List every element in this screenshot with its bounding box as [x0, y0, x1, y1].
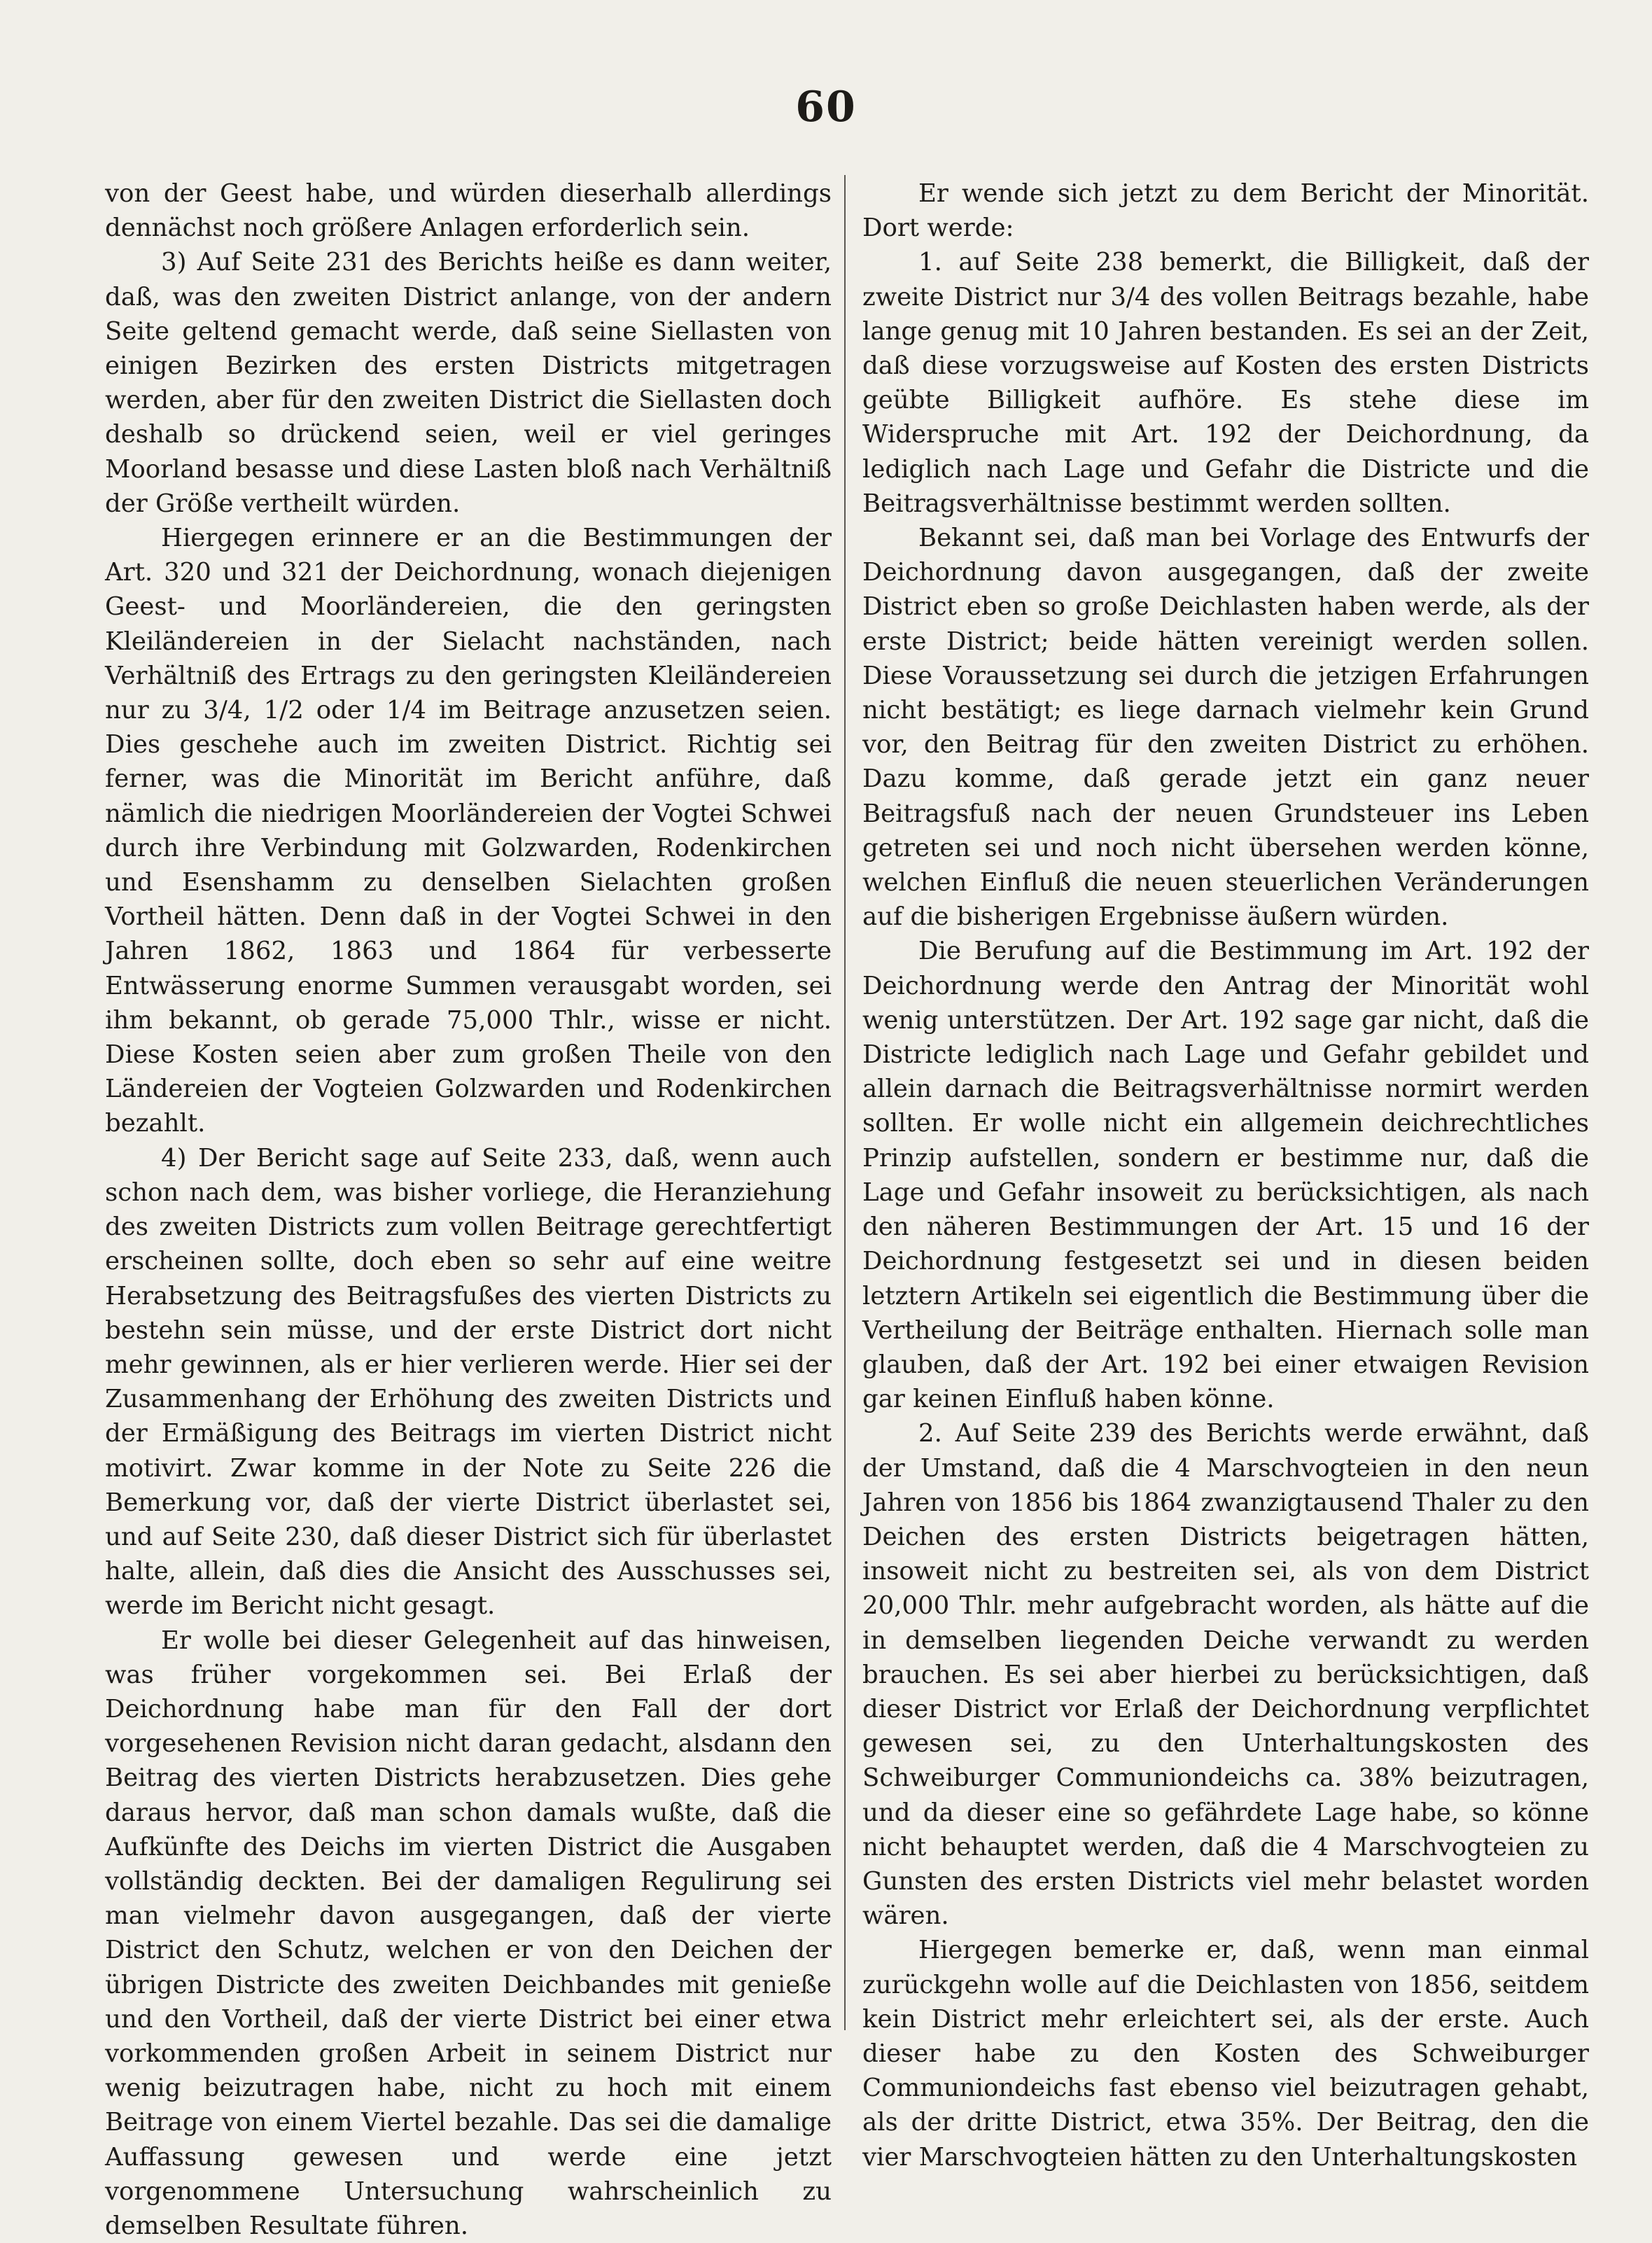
right-paragraph-5: 2. Auf Seite 239 des Berichts werde erwähnt, daß der Umstand, daß die 4 Marschvogteien in den neun Jahren von 1856 bis 1864 zwanzigtausend Thaler zu den Deichen des ersten Districts beigetragen hätten, insoweit nicht zu bestreiten sei, als von dem District 20,000 Thlr. mehr aufgebracht worden, als hätte auf die in demselben liegenden Deiche verwandt zu werden brauchen. Es sei aber hierbei zu berücksichtigen, daß dieser District vor Erlaß der Deichordnung verpflichtet gewesen sei, zu den Unterhaltungskosten des Schweiburger Communiondeichs ca. 38% beizutragen, und da dieser eine so gefährdete Lage habe, so könne nicht behauptet werden, daß die 4 Marschvogteien zu Gunsten des ersten Districts viel mehr belastet worden wären.	[862, 1419, 1589, 1931]
right-column	[862, 176, 1589, 2174]
left-paragraph-1: von der Geest habe, und würden dieserhalb allerdings dennächst noch größere Anlagen erforderlich sein.	[105, 179, 832, 243]
right-paragraph-3: Bekannt sei, daß man bei Vorlage des Entwurfs der Deichordnung davon ausgegangen, daß der zweite District eben so große Deichlasten haben werde, als der erste District; beide hätten vereinigt werden sollen. Diese Voraussetzung sei durch die jetzigen Erfahrungen nicht bestätigt; es liege darnach vielmehr kein Grund vor, den Beitrag für den zweiten District zu erhöhen. Dazu komme, daß gerade jetzt ein ganz neuer Beitragsfuß nach der neuen Grundsteuer ins Leben getreten sei und noch nicht übersehen werden könne, welchen Einfluß die neuen steuerlichen Veränderungen auf die bisherigen Ergebnisse äußern würden.	[862, 524, 1589, 932]
left-column	[105, 176, 832, 2243]
left-paragraph-3: Hiergegen erinnere er an die Bestimmungen der Art. 320 und 321 der Deichordnung, wonach diejenigen Geest- und Moorländereien, die den geringsten Kleiländereien in der Sielacht nachständen, nach Verhältniß des Ertrags zu den geringsten Kleiländereien nur zu 3/4, 1/2 oder 1/4 im Beitrage anzusetzen seien. Dies geschehe auch im zweiten District. Richtig sei ferner, was die Minorität im Bericht anführe, daß nämlich die niedrigen Moorländereien der Vogtei Schwei durch ihre Verbindung mit Golzwarden, Rodenkirchen und Esenshamm zu denselben Sielachten großen Vortheil hätten. Denn daß in der Vogtei Schwei in den Jahren 1862, 1863 und 1864 für verbesserte Entwässerung enorme Summen verausgabt worden, sei ihm bekannt, ob gerade 75,000 Thlr., wisse er nicht. Diese Kosten seien aber zum großen Theile von den Ländereien der Vogteien Golzwarden und Rodenkirchen bezahlt.	[105, 524, 832, 1138]
right-paragraph-4: Die Berufung auf die Bestimmung im Art. 192 der Deichordnung werde den Antrag der Minorität wohl wenig unterstützen. Der Art. 192 sage gar nicht, daß die Districte lediglich nach Lage und Gefahr gebildet und allein darnach die Beitragsverhältnisse normirt werden sollten. Er wolle nicht ein allgemein deichrechtliches Prinzip aufstellen, sondern er bestimme nur, daß die Lage und Gefahr insoweit zu berücksichtigen, als nach den näheren Bestimmungen der Art. 15 und 16 der Deichordnung festgesetzt sei und in diesen beiden letztern Artikeln sei eigentlich die Bestimmung über die Vertheilung der Beiträge enthalten. Hiernach solle man glauben, daß der Art. 192 bei einer etwaigen Revision gar keinen Einfluß haben könne.	[862, 937, 1589, 1414]
page-number: 60	[795, 83, 857, 132]
left-paragraph-2: 3) Auf Seite 231 des Berichts heiße es dann weiter, daß, was den zweiten District anlange, von der andern Seite geltend gemacht werde, daß seine Siellasten von einigen Bezirken des ersten Districts mitgetragen werden, aber für den zweiten District die Siellasten doch deshalb so drückend seien, weil er viel geringes Moorland besasse und diese Lasten bloß nach Verhältniß der Größe vertheilt würden.	[105, 248, 832, 518]
left-paragraph-5: Er wolle bei dieser Gelegenheit auf das hinweisen, was früher vorgekommen sei. Bei Erlaß der Deichordnung habe man für den Fall der dort vorgesehenen Revision nicht daran gedacht, alsdann den Beitrag des vierten Districts herabzusetzen. Dies gehe daraus hervor, daß man schon damals wußte, daß die Aufkünfte des Deichs im vierten District die Ausgaben vollständig deckten. Bei der damaligen Regulirung sei man vielmehr davon ausgegangen, daß der vierte District den Schutz, welchen er von den Deichen der übrigen Districte des zweiten Deichbandes mit genieße und den Vortheil, daß der vierte District bei einer etwa vorkommenden großen Arbeit in seinem District nur wenig beizutragen habe, nicht zu hoch mit einem Beitrage von einem Viertel bezahle. Das sei die damalige Auffassung gewesen und werde eine jetzt vorgenommene Untersuchung wahrscheinlich zu demselben Resultate führen.	[105, 1626, 832, 2240]
column-rule	[844, 175, 846, 2030]
right-paragraph-6: Hiergegen bemerke er, daß, wenn man einmal zurückgehn wolle auf die Deichlasten von 1856, seitdem kein District mehr erleichtert sei, als der erste. Auch dieser habe zu den Kosten des Schweiburger Communiondeichs fast ebenso viel beizutragen gehabt, als der dritte District, etwa 35%. Der Beitrag, den die vier Marschvogteien hätten zu den Unterhaltungskosten	[862, 1936, 1589, 2172]
right-paragraph-1: Er wende sich jetzt zu dem Bericht der Minorität. Dort werde:	[862, 179, 1589, 243]
left-paragraph-4: 4) Der Bericht sage auf Seite 233, daß, wenn auch schon nach dem, was bisher vorliege, die Heranziehung des zweiten Districts zum vollen Beitrage gerechtfertigt erscheinen sollte, doch eben so sehr auf eine weitre Herabsetzung des Beitragsfußes des vierten Districts zu bestehn sein müsse, und der erste District dort nicht mehr gewinnen, als er hier verlieren werde. Hier sei der Zusammenhang der Erhöhung des zweiten Districts und der Ermäßigung des Beitrags im vierten District nicht motivirt. Zwar komme in der Note zu Seite 226 die Bemerkung vor, daß der vierte District überlastet sei, und auf Seite 230, daß dieser District sich für überlastet halte, allein, daß dies die Ansicht des Ausschusses sei, werde im Bericht nicht gesagt.	[105, 1143, 832, 1621]
right-paragraph-2: 1. auf Seite 238 bemerkt, die Billigkeit, daß der zweite District nur 3/4 des vollen Beitrags bezahle, habe lange genug mit 10 Jahren bestanden. Es sei an der Zeit, daß diese vorzugsweise auf Kosten des ersten Districts geübte Billigkeit aufhöre. Es stehe diese im Widerspruche mit Art. 192 der Deichordnung, da lediglich nach Lage und Gefahr die Districte und die Beitragsverhältnisse bestimmt werden sollten.	[862, 248, 1589, 518]
